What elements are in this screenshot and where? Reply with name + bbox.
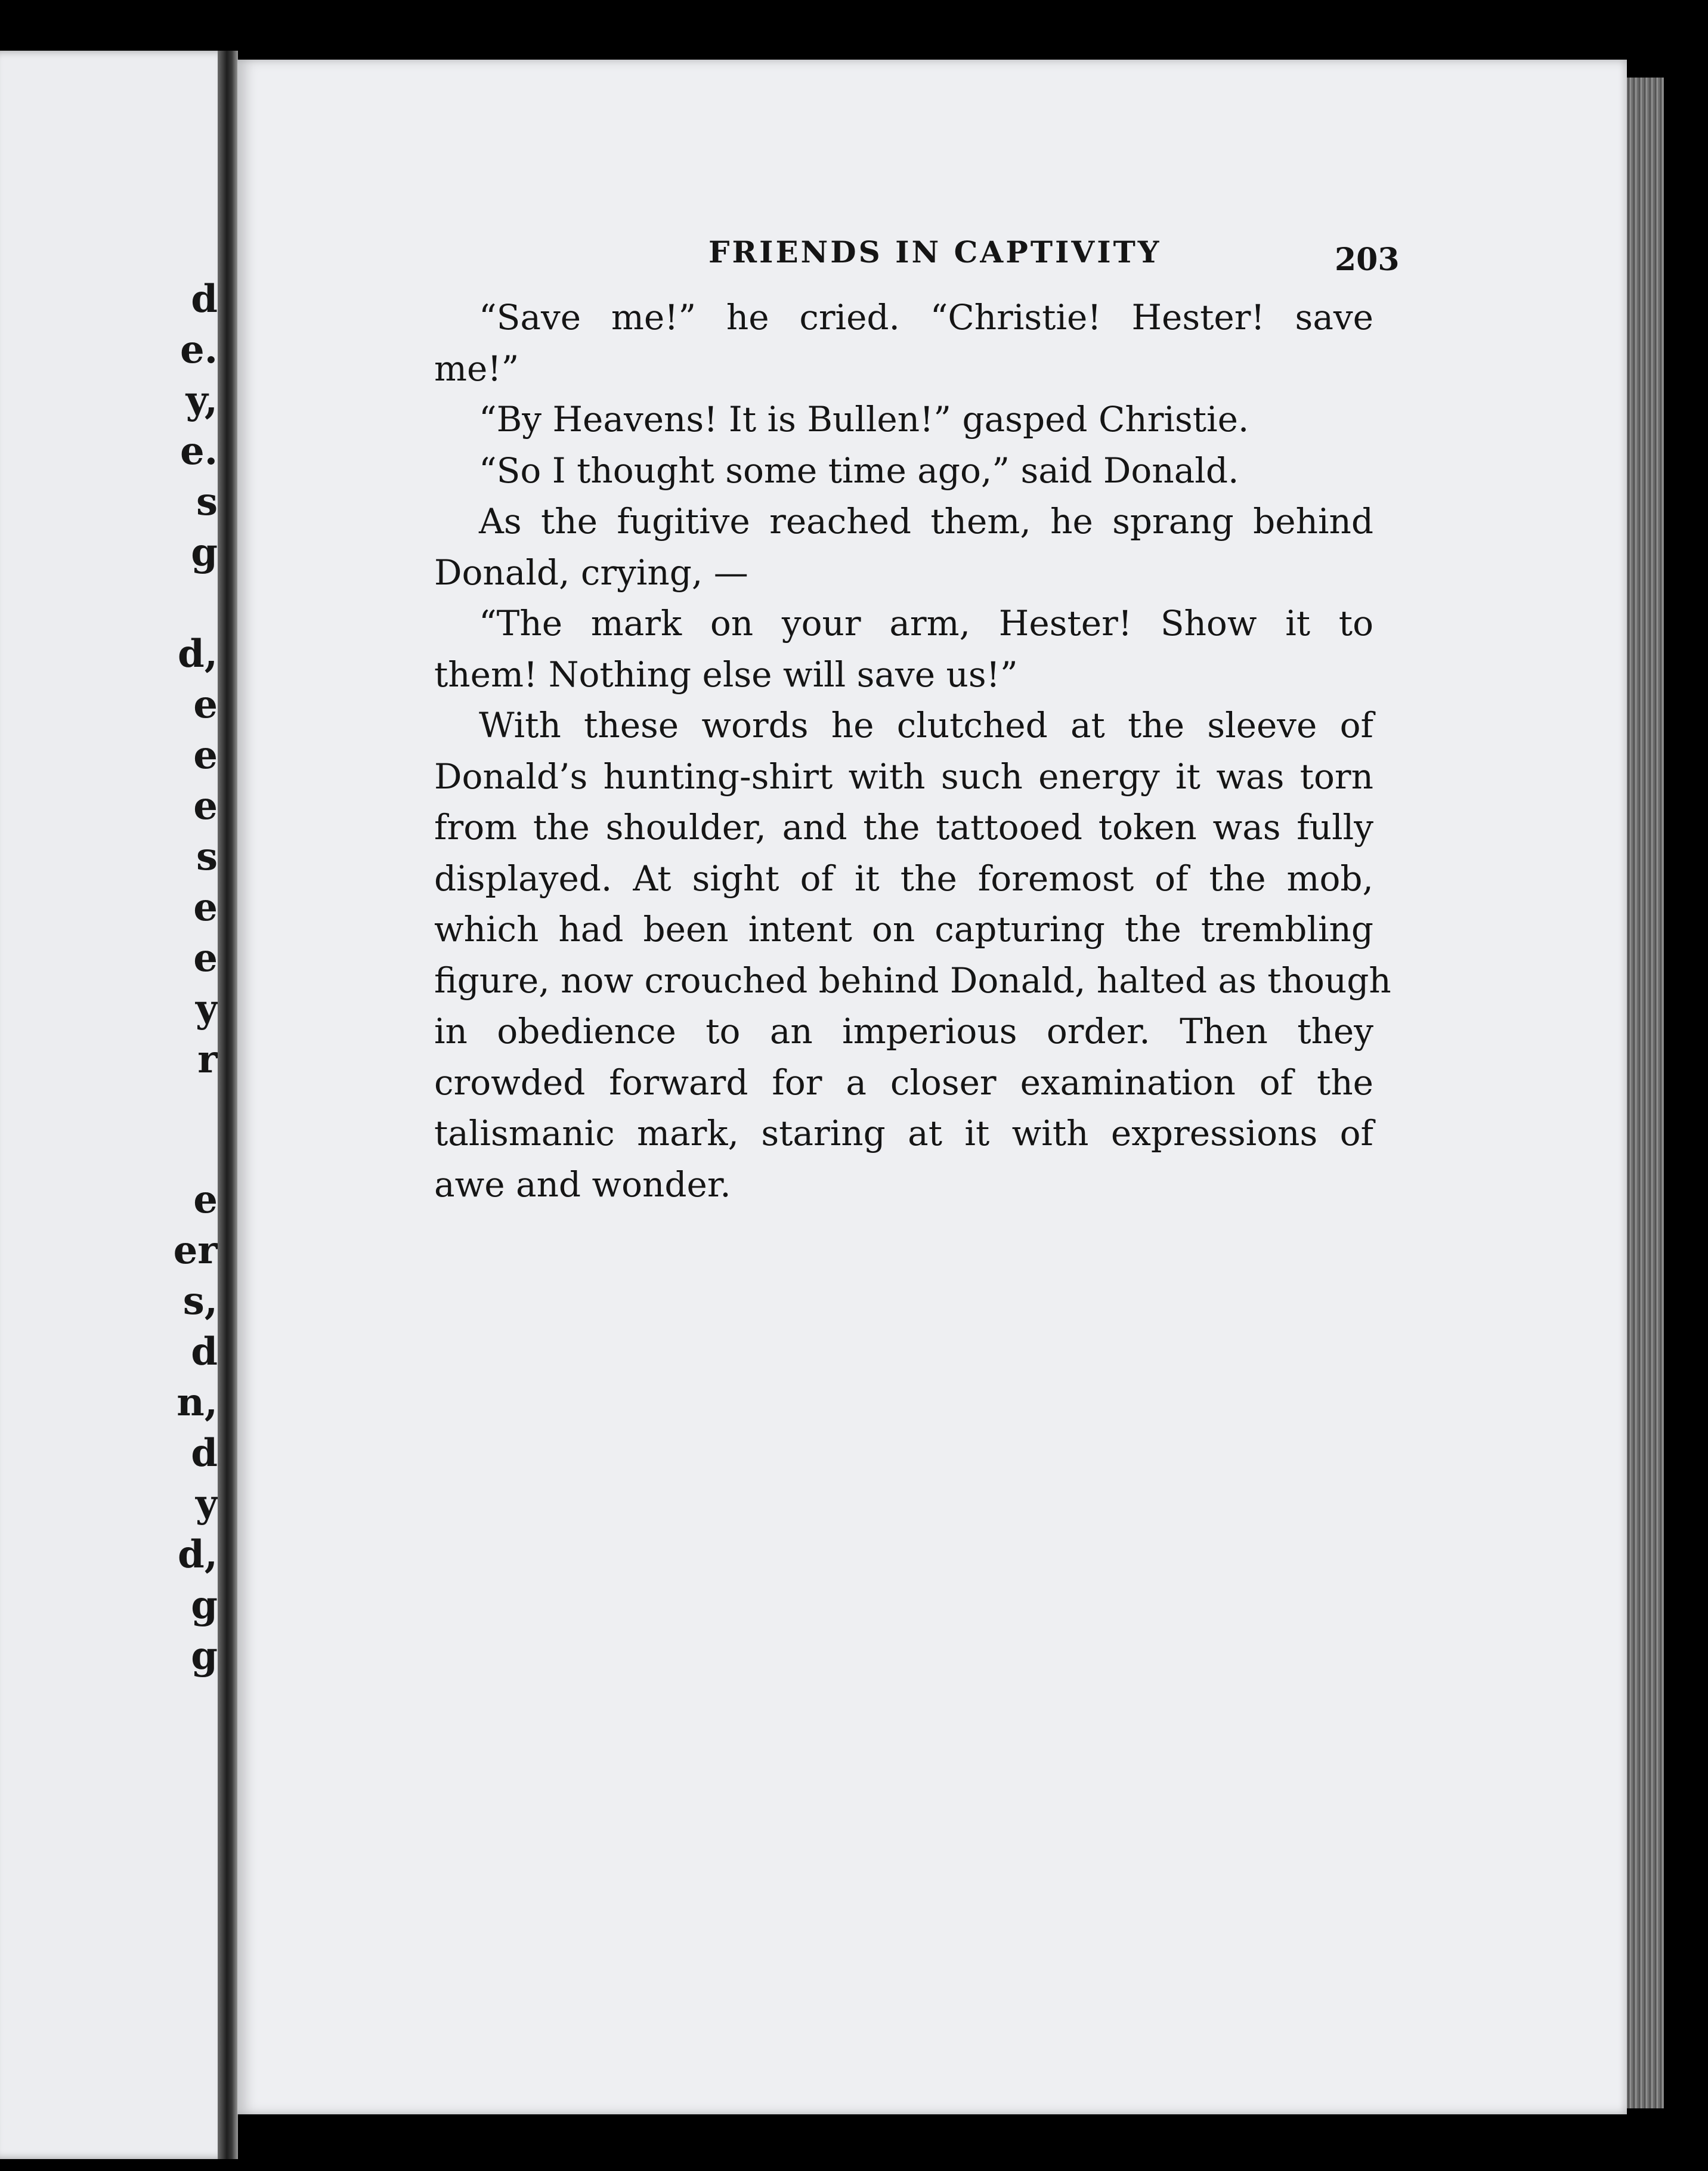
fragment: e: [193, 784, 218, 828]
text-line: “The mark on your arm, Hester! Show it to: [479, 603, 1373, 644]
previous-page: [0, 51, 230, 2159]
text-line: in obedience to an imperious order. Then they: [434, 1011, 1373, 1052]
text-line: figure, now crouched behind Donald, halted as though: [434, 960, 1391, 1001]
running-head: FRIENDS IN CAPTIVITY: [708, 234, 1162, 270]
fragment: s,: [182, 1279, 218, 1323]
fragment: y: [195, 1482, 218, 1526]
fragment: y: [195, 986, 218, 1031]
text-line: displayed. At sight of it the foremost of the mob,: [434, 858, 1373, 899]
text-line: “By Heavens! It is Bullen!” gasped Christie.: [479, 399, 1249, 440]
text-line: Donald’s hunting-shirt with such energy it was torn: [434, 756, 1373, 797]
text-line: them! Nothing else will save us!”: [434, 654, 1018, 695]
fragment: e.: [180, 327, 218, 372]
text-line: which had been intent on capturing the trembling: [434, 909, 1373, 950]
fragment: d,: [177, 632, 218, 676]
text-line: “Save me!” he cried. “Christie! Hester! save: [479, 297, 1373, 338]
fragment: er: [173, 1228, 218, 1273]
fragment: e: [193, 682, 218, 727]
body-text: [434, 292, 1391, 1210]
fragment: s: [196, 480, 218, 524]
page-number: 203: [1335, 242, 1400, 278]
fragment: r: [197, 1037, 218, 1082]
fragment: e: [193, 1177, 218, 1222]
fragment: g: [191, 530, 218, 575]
text-line: from the shoulder, and the tattooed token was fully: [434, 807, 1373, 848]
text-line: crowded forward for a closer examination of the: [434, 1062, 1373, 1103]
fragment: d: [191, 1431, 218, 1476]
fragment: d: [191, 1329, 218, 1374]
fragment: e: [193, 936, 218, 981]
text-line: me!”: [434, 348, 519, 389]
fragment: s: [196, 834, 218, 879]
fragment: d: [191, 277, 218, 321]
text-line: awe and wonder.: [434, 1164, 731, 1205]
fragment: e.: [180, 429, 218, 474]
fragment: e: [193, 733, 218, 778]
book-gutter: [218, 51, 238, 2159]
text-line: talismanic mark, staring at it with expressions of: [434, 1113, 1373, 1153]
fragment: n,: [177, 1380, 218, 1425]
fragment: y,: [185, 378, 218, 423]
text-line: “So I thought some time ago,” said Donald.: [479, 450, 1239, 491]
text-line: With these words he clutched at the sleeve of: [479, 705, 1373, 746]
page-block-edges: [1627, 78, 1664, 2108]
fragment: g: [191, 1634, 218, 1678]
text-line: As the fugitive reached them, he sprang behind: [479, 501, 1373, 542]
fragment: e: [193, 885, 218, 930]
fragment: g: [191, 1583, 218, 1628]
fragment: d,: [177, 1532, 218, 1577]
text-line: Donald, crying, —: [434, 552, 748, 593]
